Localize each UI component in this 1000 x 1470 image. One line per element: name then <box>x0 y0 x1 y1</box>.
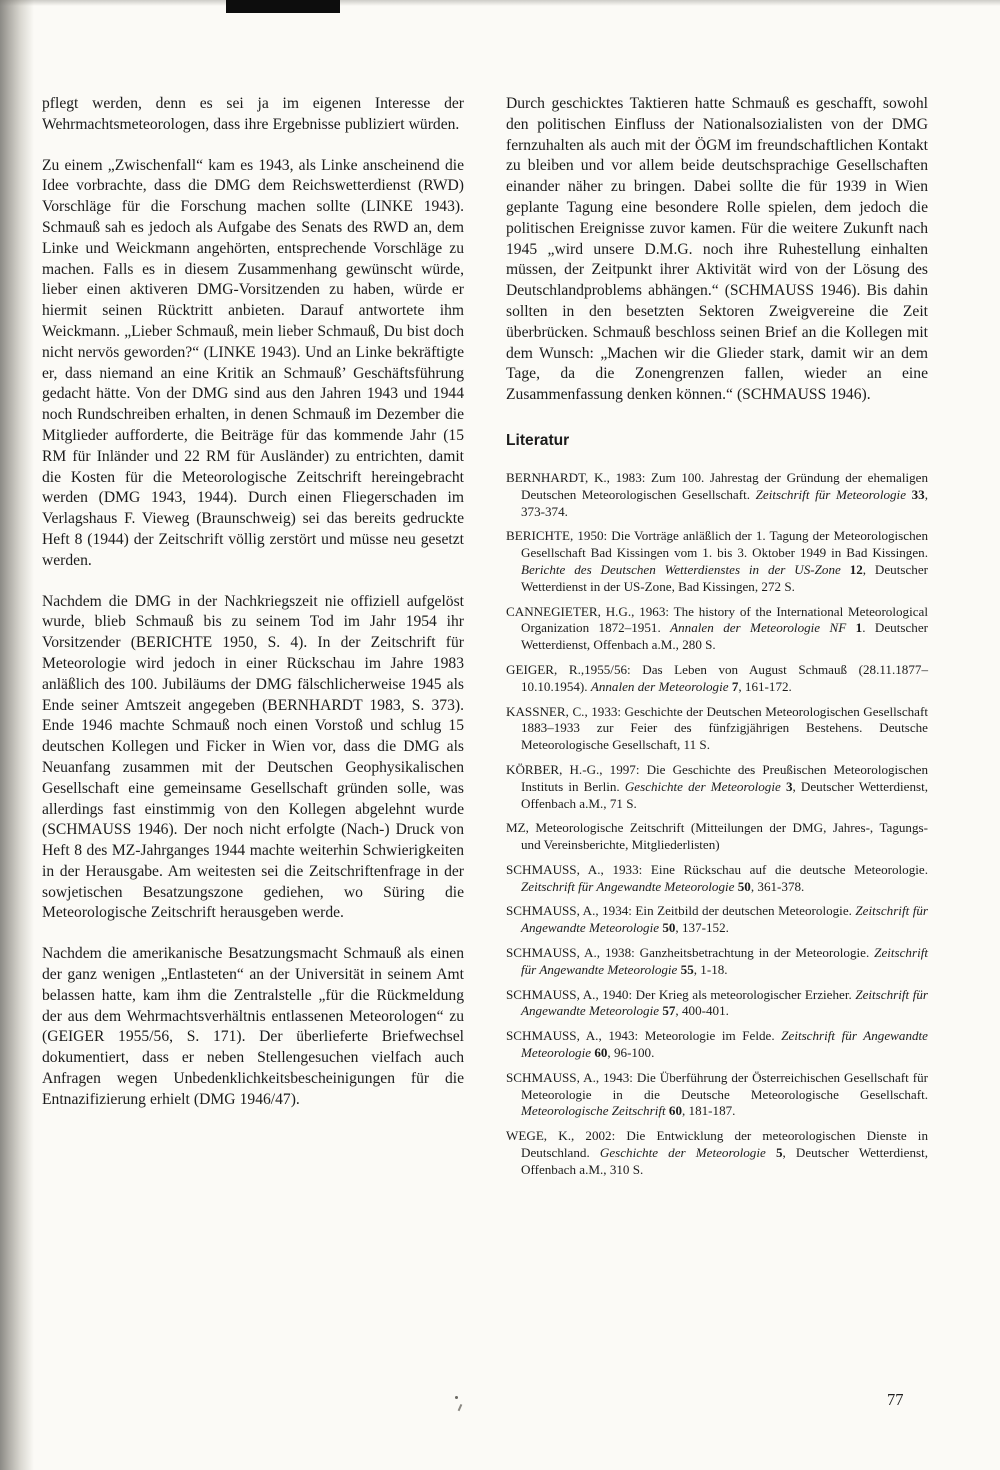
scan-edge-shadow <box>0 0 34 1470</box>
reference-entry: BERNHARDT, K., 1983: Zum 100. Jahrestag der Gründung der ehemaligen Deutschen Meteorologischen Gesellschaft. Zeitschrift für Meteorologie 33, 373-374. <box>506 469 928 519</box>
paragraph-taktieren: Durch geschicktes Taktieren hatte Schmauß es geschafft, sowohl den politischen Einfluss der Nationalsozialisten von der DMG fernzuhalten als auch mit der ÖGM im freundschaftlichen Kontakt zu bleiben und vor allem beide deutschsprachige Gesellschaften einander näher zu bringen. Dabei sollte die für 1939 in Wien geplante Tagung eine besondere Rolle spielen, dem jedoch die politischen Ereignisse zuvor kamen. Für die weitere Zukunft nach 1945 „wird unsere D.M.G. noch ihre Ruhestellung einhalten müssen, der Zeitpunkt ihrer Aktivität wird von der Lösung des Deutschlandproblems abhängen.“ (SCHMAUSS 1946). Bis dahin sollten in den besetzten Sektoren Zweigvereine die Zeit überbrücken. Schmauß beschloss seinen Brief an die Kollegen mit dem Wunsch: „Machen wir die Glieder stark, damit wir an dem Tage, da die Zonengrenzen fallen, wieder an eine Zusammenfassung denken können.“ (SCHMAUSS 1946). <box>506 95 928 404</box>
reference-entry: GEIGER, R.,1955/56: Das Leben von August Schmauß (28.11.1877–10.10.1954). Annalen der Meteorologie 7, 161-172. <box>506 661 928 694</box>
scan-speck-tick <box>458 1404 462 1411</box>
reference-entry: CANNEGIETER, H.G., 1963: The history of the International Meteorological Organization 1872–1951. Annalen der Meteorologie NF 1. Deutscher Wetterdienst, Offenbach a.M., 280 S. <box>506 603 928 653</box>
reference-entry: SCHMAUSS, A., 1940: Der Krieg als meteorologischer Erzieher. Zeitschrift für Angewandte Meteorologie 57, 400-401. <box>506 986 928 1019</box>
reference-list <box>506 470 928 1179</box>
reference-entry: MZ, Meteorologische Zeitschrift (Mitteilungen der DMG, Jahres-, Tagungs- und Vereinsberichte, Mitgliederlisten) <box>506 820 928 853</box>
reference-entry: SCHMAUSS, A., 1934: Ein Zeitbild der deutschen Meteorologie. Zeitschrift für Angewandte Meteorologie 50, 137-152. <box>506 903 928 936</box>
reference-entry: SCHMAUSS, A., 1938: Ganzheitsbetrachtung in der Meteorologie. Zeitschrift für Angewandte Meteorologie 55, 1-18. <box>506 945 928 977</box>
scan-top-shadow <box>0 0 1000 6</box>
scan-speck-dot <box>455 1396 458 1399</box>
page-content <box>42 94 928 1187</box>
literature-heading: Literatur <box>506 431 570 449</box>
scan-artifact-bar <box>226 0 340 13</box>
reference-entry: KÖRBER, H.-G., 1997: Die Geschichte des Preußischen Meteorologischen Instituts in Berlin. Geschichte der Meteorologie 3, Deutscher Wetterdienst, Offenbach a.M., 71 S. <box>506 761 929 811</box>
paragraph-nachkriegszeit: Nachdem die DMG in der Nachkriegszeit nie offiziell aufgelöst wurde, blieb Schmauß bis zu seinem Tod im Jahr 1954 ihr Vorsitzender (BERICHTE 1950, S. 4). In der Zeitschrift für Meteorologie wird jedoch in einer Rückschau im Jahre 1983 anläßlich des 100. Jubiläums der DMG fälschlicherweise 1945 als Ende seiner Amtszeit angegeben (BERNHARDT 1983, S. 373). Ende 1946 machte Schmauß noch einen Vorstoß und schlug 15 deutschen Kollegen und Ficker in Wien vor, dass die DMG als Neuanfang zusammen mit der Deutschen Geophysikalischen Gesellschaft eine gemeinsame Gesellschaft gründen solle, was allerdings fast einstimmig von den Kollegen abgelehnt wurde (SCHMAUSS 1946). Der noch nicht erfolgte (Nach-) Druck von Heft 8 des MZ-Jahrganges 1944 machte weiterhin Schwierigkeiten in der Herausgabe. Am weitesten sei die Zeitschriftenfrage in der sowjetischen Besatzungszone gediehen, wo Süring die Meteorologische Zeitschrift herausgeben werde. <box>42 592 464 922</box>
reference-entry: SCHMAUSS, A., 1943: Meteorologie im Felde. Zeitschrift für Angewandte Meteorologie 60, 96-100. <box>506 1028 928 1061</box>
paragraph-continuation: pflegt werden, denn es sei ja im eigenen Interesse der Wehrmachtsmeteorologen, dass ihre Ergebnisse publiziert würden. <box>42 95 464 133</box>
paragraph-besatzungsmacht: Nachdem die amerikanische Besatzungsmacht Schmauß als einen der ganz wenigen „Entlasteten“ an der Universität in seinem Amt belassen hatte, kam ihm die Zentralstelle „für die Rückmeldung der aus dem Wehrmachtsverhältnis entlassenen Meteorologen“ zu (GEIGER 1955/56, S. 171). Der überlieferte Briefwechsel dokumentiert, dass er neben Stellengesuchen vielfach auch Anfragen wegen Unbedenklichkeitsbescheinigungen für die Entnazifizierung erhielt (DMG 1946/47). <box>42 945 464 1108</box>
reference-entry: BERICHTE, 1950: Die Vorträge anläßlich der 1. Tagung der Meteorologischen Gesellschaft Bad Kissingen vom 1. bis 3. Oktober 1949 in Bad Kissingen. Berichte des Deutschen Wetterdienstes in der US-Zone 12, Deutscher Wetterdienst in der US-Zone, Bad Kissingen, 272 S. <box>506 528 928 594</box>
reference-entry: SCHMAUSS, A., 1933: Eine Rückschau auf die deutsche Meteorologie. Zeitschrift für Angewandte Meteorologie 50, 361-378. <box>506 861 928 894</box>
left-column <box>42 94 464 1187</box>
page-number: 77 <box>887 1390 904 1409</box>
reference-entry: SCHMAUSS, A., 1943: Die Überführung der Österreichischen Gesellschaft für Meteorologie in die Deutsche Meteorologische Gesellschaft. Meteorologische Zeitschrift 60, 181-187. <box>506 1069 928 1119</box>
paragraph-zwischenfall: Zu einem „Zwischenfall“ kam es 1943, als Linke anscheinend die Idee vorbrachte, dass die DMG dem Reichswetterdienst (RWD) Vorschläge für die Forschung machen sollte (LINKE 1943). Schmauß sah es jedoch als Aufgabe des Senats des RWD an, dem Linke und Weickmann angehörten, entsprechende Vorschläge zu machen. Falls es in diesem Zusammenhang gewünscht würde, lieber einen aktiveren DMG-Vorsitzenden zu haben, würde er hiermit seinen Rücktritt anbieten. Darauf antwortete ihm Weickmann. „Lieber Schmauß, mein lieber Schmauß, Du bist doch nicht nervös geworden?“ (LINKE 1943). Und an Linke bekräftigte er, dass niemand an eine Kritik an Schmauß’ Geschäftsführung gedacht hätte. Von der DMG sind aus den Jahren 1943 und 1944 noch Rundschreiben erhalten, in denen Schmauß im Dezember die Mitglieder aufforderte, die Beiträge für das kommende Jahr (15 RM für Inländer und 22 RM für Ausländer) zu entrichten, damit die Kosten für die Meteorologische Zeitschrift hereingebracht werden (DMG 1943, 1944). Durch einen Fliegerschaden im Verlagshaus F. Vieweg (Braunschweig) sei das bereits gedruckte Heft 8 (1944) der Zeitschrift völlig zerstört und müsse neu gesetzt werden. <box>42 156 464 569</box>
right-column <box>506 94 928 1187</box>
reference-entry: KASSNER, C., 1933: Geschichte der Deutschen Meteorologischen Gesellschaft 1883–1933 zur Feier des fünfzigjährigen Bestehens. Deutsche Meteorologische Gesellschaft, 11 S. <box>506 703 928 753</box>
reference-entry: WEGE, K., 2002: Die Entwicklung der meteorologischen Dienste in Deutschland. Geschichte der Meteorologie 5, Deutscher Wetterdienst, Offenbach a.M., 310 S. <box>506 1128 929 1177</box>
